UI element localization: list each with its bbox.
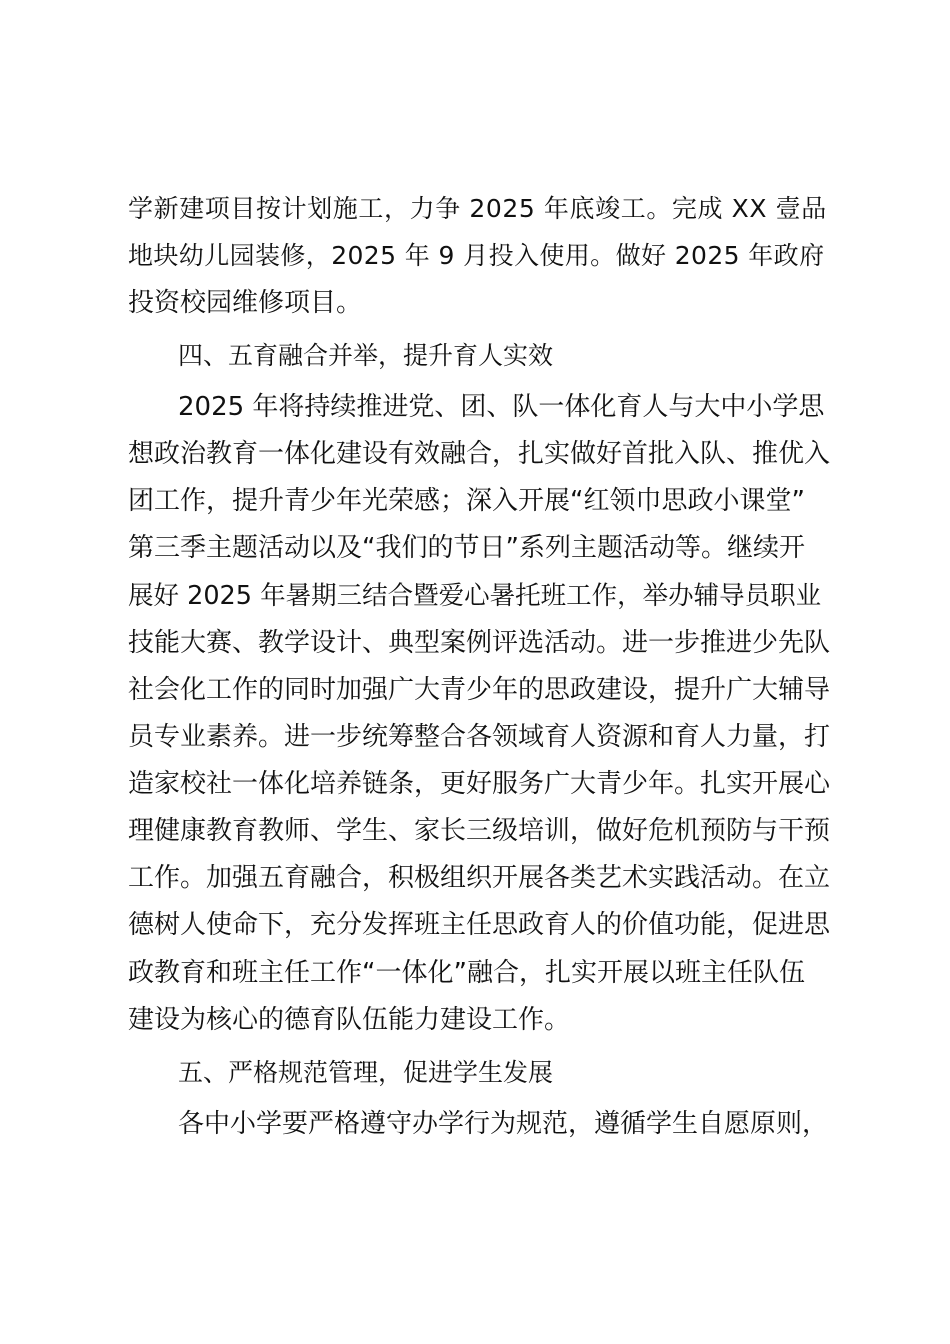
section-heading: 五、严格规范管理，促进学生发展 xyxy=(178,1058,554,1087)
body-text-line: 想政治教育一体化建设有效融合，扎实做好首批入队、推优入 xyxy=(128,439,831,469)
paragraph-first-line: 2025 年将持续推进党、团、队一体化育人与大中小学思 xyxy=(178,392,825,422)
section-heading: 四、五育融合并举，提升育人实效 xyxy=(178,341,554,370)
body-text-line: 地块幼儿园装修，2025 年 9 月投入使用。做好 2025 年政府 xyxy=(128,241,825,270)
body-text-line: 第三季主题活动以及“我们的节日”系列主题活动等。继续开 xyxy=(128,533,805,563)
body-text-line: 造家校社一体化培养链条，更好服务广大青少年。扎实开展心 xyxy=(128,769,831,799)
body-text-line: 建设为核心的德育队伍能力建设工作。 xyxy=(128,1005,571,1035)
body-text-line: 社会化工作的同时加强广大青少年的思政建设，提升广大辅导 xyxy=(128,675,831,705)
paragraph-first-line: 各中小学要严格遵守办学行为规范，遵循学生自愿原则， xyxy=(178,1109,829,1139)
body-text-line: 员专业素养。进一步统筹整合各领域育人资源和育人力量，打 xyxy=(128,722,831,752)
body-text-line: 德树人使命下，充分发挥班主任思政育人的价值功能，促进思 xyxy=(128,910,831,940)
body-text-line: 理健康教育教师、学生、家长三级培训，做好危机预防与干预 xyxy=(128,816,831,846)
body-text-line: 学新建项目按计划施工，力争 2025 年底竣工。完成 XX 壹品 xyxy=(128,194,827,223)
body-text-line: 团工作，提升青少年光荣感；深入开展“红领巾思政小课堂” xyxy=(128,486,805,516)
body-text-line: 投资校园维修项目。 xyxy=(128,288,363,318)
body-text-line: 展好 2025 年暑期三结合暨爱心暑托班工作，举办辅导员职业 xyxy=(128,581,822,611)
body-text-line: 政教育和班主任工作“一体化”融合，扎实开展以班主任队伍 xyxy=(128,958,805,988)
body-text-line: 技能大赛、教学设计、典型案例评选活动。进一步推进少先队 xyxy=(128,628,831,658)
body-text-line: 工作。加强五育融合，积极组织开展各类艺术实践活动。在立 xyxy=(128,863,831,893)
